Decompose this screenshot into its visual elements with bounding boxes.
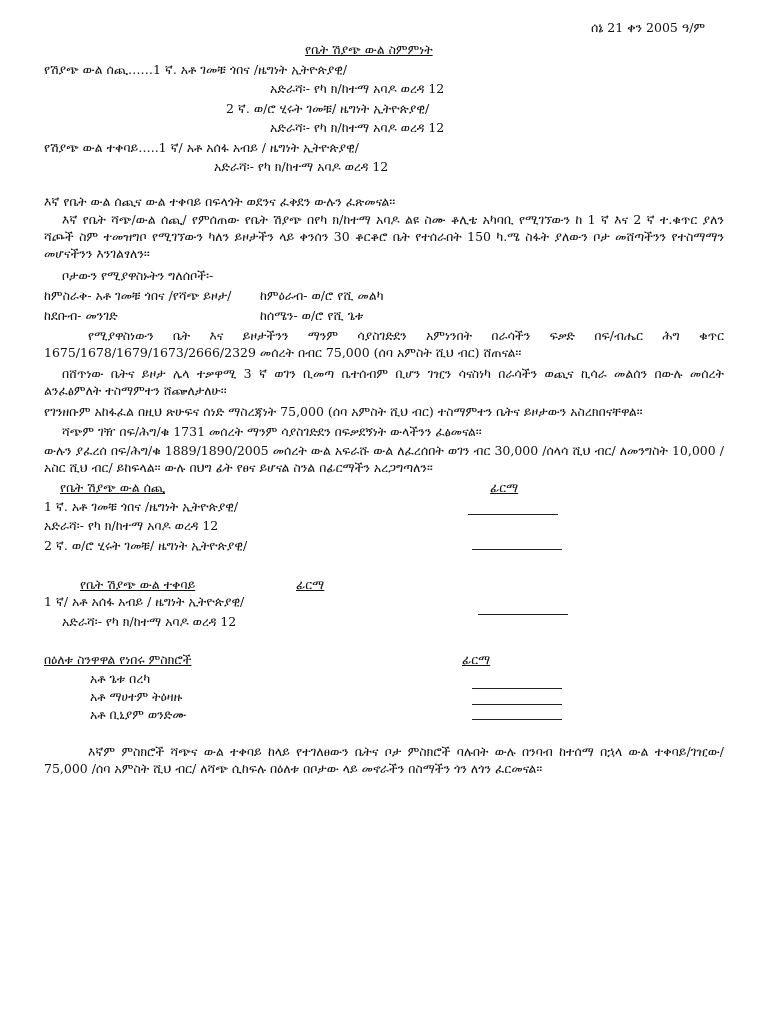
boundary-south: ከደቡብ- መንገድ (44, 308, 118, 323)
buyer1-address-sig: አድራሻ፡- የካ ክ/ከተማ አባዶ ወረዳ 12 (62, 614, 237, 629)
boundary-east: ከምስራቅ- አቶ ገመቹ ጎበና /የሻጭ ይዞታ/ (44, 288, 232, 303)
witness-signature-label: ፊርማ (462, 652, 491, 667)
section-heading: እኛ የቤት ውል ሰጪና ውል ተቀባይ በፍላጎት ወደንና ፈቅደን ውሉን ፈጽመናል፡፡ (44, 194, 396, 209)
buyer-line: የሽያጭ ውል ተቀባይ…..1 ኛ/ አቶ አሰፋ አብይ / ዜግነት ኢትዮጵያዊ/ (44, 140, 359, 155)
boundaries-intro: ቦታውን የሚያዋስኑትን ግለሰቦች፡- (62, 268, 214, 283)
paragraph-property-description: እኛ የቤት ሻጭ/ውል ሰጪ/ የምሰጠው የቤት ሽያጭ በየካ ክ/ከተማ አባዶ ልዩ ስሙ ቆሊቴ አካባቢ የሚገኘውን ከ 1 ኛ እና 2 ኛ ተ.ቁጥር ያለን ሻጮች ስም ተመዝግቦ የሚገኘውን ካለን ይዞታችን ላይ ቀንሰን 30 ቆርቆሮ ቤት የተሰራበት 150 ካ.ሜ ስፋት ያለውን ቦታ መሸጣችንን የተስማማን መሆናችንን እንገልፃለን፡፡ (44, 212, 724, 261)
sellers-signature-label: ፊርማ (490, 480, 519, 495)
seller-line: የሽያጭ ውል ሰጪ……1 ኛ. አቶ ገመቹ ጎበና /ዜግነት ኢትዮጵያዊ/ (44, 62, 348, 77)
seller1-signature-line (468, 514, 558, 515)
seller2-line: 2 ኛ. ወ/ሮ ሂሩት ገመቹ/ ዜግነት ኢትዮጵያዊ/ (226, 101, 430, 116)
witness-2: አቶ ማሀተም ትዕዛዙ (90, 689, 183, 704)
witness-3: አቶ ቢኒያም ወንድሙ (90, 707, 187, 722)
buyer1-signature-line (478, 614, 568, 615)
sellers-heading: የቤት ሽያጭ ውል ሰጪ (60, 480, 166, 495)
boundary-west: ከምዕራብ- ወ/ሮ የሺ መልካ (260, 288, 384, 303)
witness3-signature-line (472, 719, 562, 720)
document-title: የቤት ሽያጭ ውል ስምምነት (305, 42, 433, 57)
buyer-signature-label: ፊርማ (296, 577, 325, 592)
witness2-signature-line (472, 704, 562, 705)
seller2-address: አድራሻ፡- የካ ክ/ከተማ አባዶ ወረዳ 12 (270, 120, 445, 135)
seller1-name: 1 ኛ. አቶ ገመቹ ጎበና /ዜግነት ኢትዮጵያዊ/ (44, 499, 239, 514)
witness-heading: በዕለቱ ስንዋዋል የነበሩ ምስክሮች (44, 652, 192, 667)
paragraph-payment: የገንዘቡም አከፋፈል በዚህ ጽሁፍና ሰነድ ማስረጃነት 75,000 (ሰባ አምስት ሺህ ብር) ተስማምተን ቤትና ይዞታውን አስረክበናቸዋል፡፡ (44, 404, 643, 419)
witness1-signature-line (472, 688, 562, 689)
seller2-signature-line (472, 549, 562, 550)
paragraph-third-party: በሸጥነው ቤትና ይዞታ ሌላ ተቃዋሚ 3 ኛ ወገን ቢመጣ ቤተሰብም ቢሆን ገዢን ሳናስነካ በራሳችን ወጪና ኪሳራ መልሰን በውሉ መሰረት ልንፈፅምለት ተስማምተን ሸጬለታለሁ፡፡ (44, 366, 724, 398)
seller1-address-sig: አድራሻ፡- የካ ክ/ከተማ አባዶ ወረዳ 12 (44, 518, 219, 533)
boundary-north: ከሰሜን- ወ/ሮ የሺ ጌቱ (260, 308, 364, 323)
witness-1: አቶ ጌቱ በረካ (90, 671, 151, 686)
closing-paragraph: እኛም ምስክሮች ሻጭና ውል ተቀባይ ከላይ የተገለፀውን ቤትና ቦታ ምስክሮች ባሉበት ውሉ በንባብ ከተሰማ በኋላ ውል ተቀባይ/ገዢው/ 75,000 /ሰባ አምስት ሺህ ብር/ ለሻጭ ሲከፍሉ በዕለቱ በቦታው ላይ መኖራችን በስማችን ጎን ለጎን ፈርመናል፡፡ (44, 744, 724, 776)
paragraph-consent: ሻጭም ገዥ በፍ/ሕግ/ቁ 1731 መሰረት ማንም ሳያስገድደን በፍቃደኝነት ውላችንን ፈፅመናል፡፡ (62, 424, 482, 439)
buyer-heading: የቤት ሽያጭ ውል ተቀባይ (80, 577, 196, 592)
paragraph-penalty: ውሉን ያፈረሰ በፍ/ሕግ/ቁ 1889/1890/2005 መሰረት ውል አፍራሹ ውል ለፈረሰበት ወገን ብር 30,000 /ሰላሳ ሺህ ብር/ ለመንግስት 10,000 /አስር ሺህ ብር/ ይከፍላል፡፡ ውሉ በህግ ፊት የፀና ይሆናል ስንል በፊርማችን አረጋግጣለን፡፡ (44, 443, 724, 475)
seller2-name: 2 ኛ. ወ/ሮ ሂሩት ገመቹ/ ዜግነት ኢትዮጵያዊ/ (44, 538, 248, 553)
buyer1-name: 1 ኛ/ አቶ አሰፋ አብይ / ዜግነት ኢትዮጵያዊ/ (44, 594, 245, 609)
paragraph-sale-price: የሚያዋስነውን ቤት እና ይዞታችንን ማንም ሳያስገድደን አምነንበት በራሳችን ፍቃድ በፍ/ብሔር ሕግ ቁጥር 1675/1678/1679/1673/2666/2329 መሰረት በብር 75,000 (ሰባ አምስት ሺህ ብር) ሸጠናል፡፡ (44, 328, 724, 360)
seller1-address: አድራሻ፡- የካ ክ/ከተማ አባዶ ወረዳ 12 (270, 81, 445, 96)
buyer-address: አድራሻ፡- የካ ክ/ከተማ አባዶ ወረዳ 12 (214, 159, 389, 174)
document-date: ሰኔ 21 ቀን 2005 ዓ/ም (591, 20, 706, 35)
